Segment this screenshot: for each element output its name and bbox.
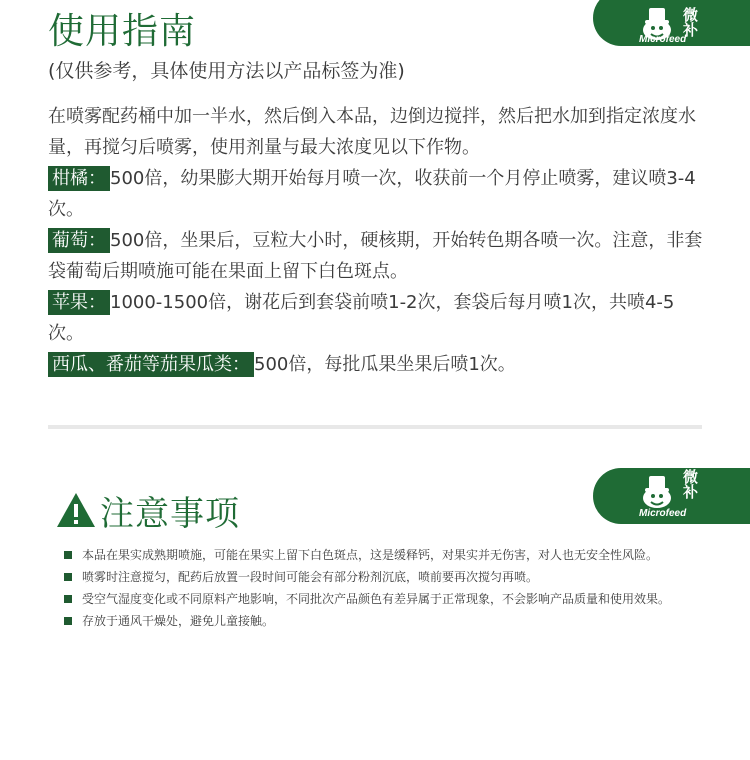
list-item: 本品在果实成熟期喷施，可能在果实上留下白色斑点，这是缓释钙，对果实并无伤害，对人也无安全性风险。 — [62, 545, 702, 565]
usage-section — [48, 101, 708, 380]
crop-tag: 葡萄： — [48, 228, 110, 253]
page-title: 使用指南 — [48, 11, 197, 52]
crop-text: 500倍，坐果后，豆粒大小时，硬核期，开始转色期各喷一次。注意，非套袋葡萄后期喷施可能在果面上留下白色斑点。 — [48, 230, 703, 282]
warning-icon — [56, 492, 96, 528]
logo-cn-text: 微补 — [683, 468, 699, 501]
section-divider — [48, 425, 702, 429]
crop-item-grape — [48, 225, 708, 287]
list-item: 受空气湿度变化或不同原料产地影响，不同批次产品颜色有差异属于正常现象，不会影响产品质量和使用效果。 — [62, 589, 702, 609]
usage-intro: 在喷雾配药桶中加一半水，然后倒入本品，边倒边搅拌，然后把水加到指定浓度水量，再搅匀后喷雾，使用剂量与最大浓度见以下作物。 — [48, 106, 696, 158]
crop-text: 500倍，每批瓜果坐果后喷1次。 — [254, 354, 516, 375]
warnings-heading — [56, 488, 240, 532]
crop-text: 1000-1500倍，谢花后到套袋前喷1-2次，套袋后每月喷1次，共喷4-5次。 — [48, 292, 675, 344]
crop-item-apple — [48, 287, 708, 349]
logo-en-text: Microfeed — [639, 34, 687, 45]
page-subtitle: (仅供参考，具体使用方法以产品标签为准) — [48, 60, 405, 82]
bullet-square-icon — [64, 595, 72, 603]
warnings-title: 注意事项 — [100, 493, 240, 534]
bullet-square-icon — [64, 573, 72, 581]
crop-tag: 柑橘： — [48, 166, 110, 191]
crop-tag: 苹果： — [48, 290, 110, 315]
crop-text: 500倍，幼果膨大期开始每月喷一次，收获前一个月停止喷雾，建议喷3-4次。 — [48, 168, 696, 220]
logo-cn-text: 微补 — [683, 6, 699, 39]
brand-logo — [593, 468, 750, 524]
crop-item-citrus — [48, 163, 708, 225]
brand-logo — [593, 0, 750, 46]
bullet-square-icon — [64, 617, 72, 625]
crop-item-melon-tomato — [48, 349, 708, 380]
list-item: 喷雾时注意搅匀，配药后放置一段时间可能会有部分粉剂沉底，喷前要再次搅匀再喷。 — [62, 567, 702, 587]
mascot-icon — [637, 472, 677, 512]
bullet-square-icon — [64, 551, 72, 559]
crop-tag: 西瓜、番茄等茄果瓜类： — [48, 352, 254, 377]
list-item: 存放于通风干燥处，避免儿童接触。 — [62, 611, 702, 631]
logo-en-text: Microfeed — [639, 508, 687, 519]
warnings-list — [62, 545, 702, 633]
